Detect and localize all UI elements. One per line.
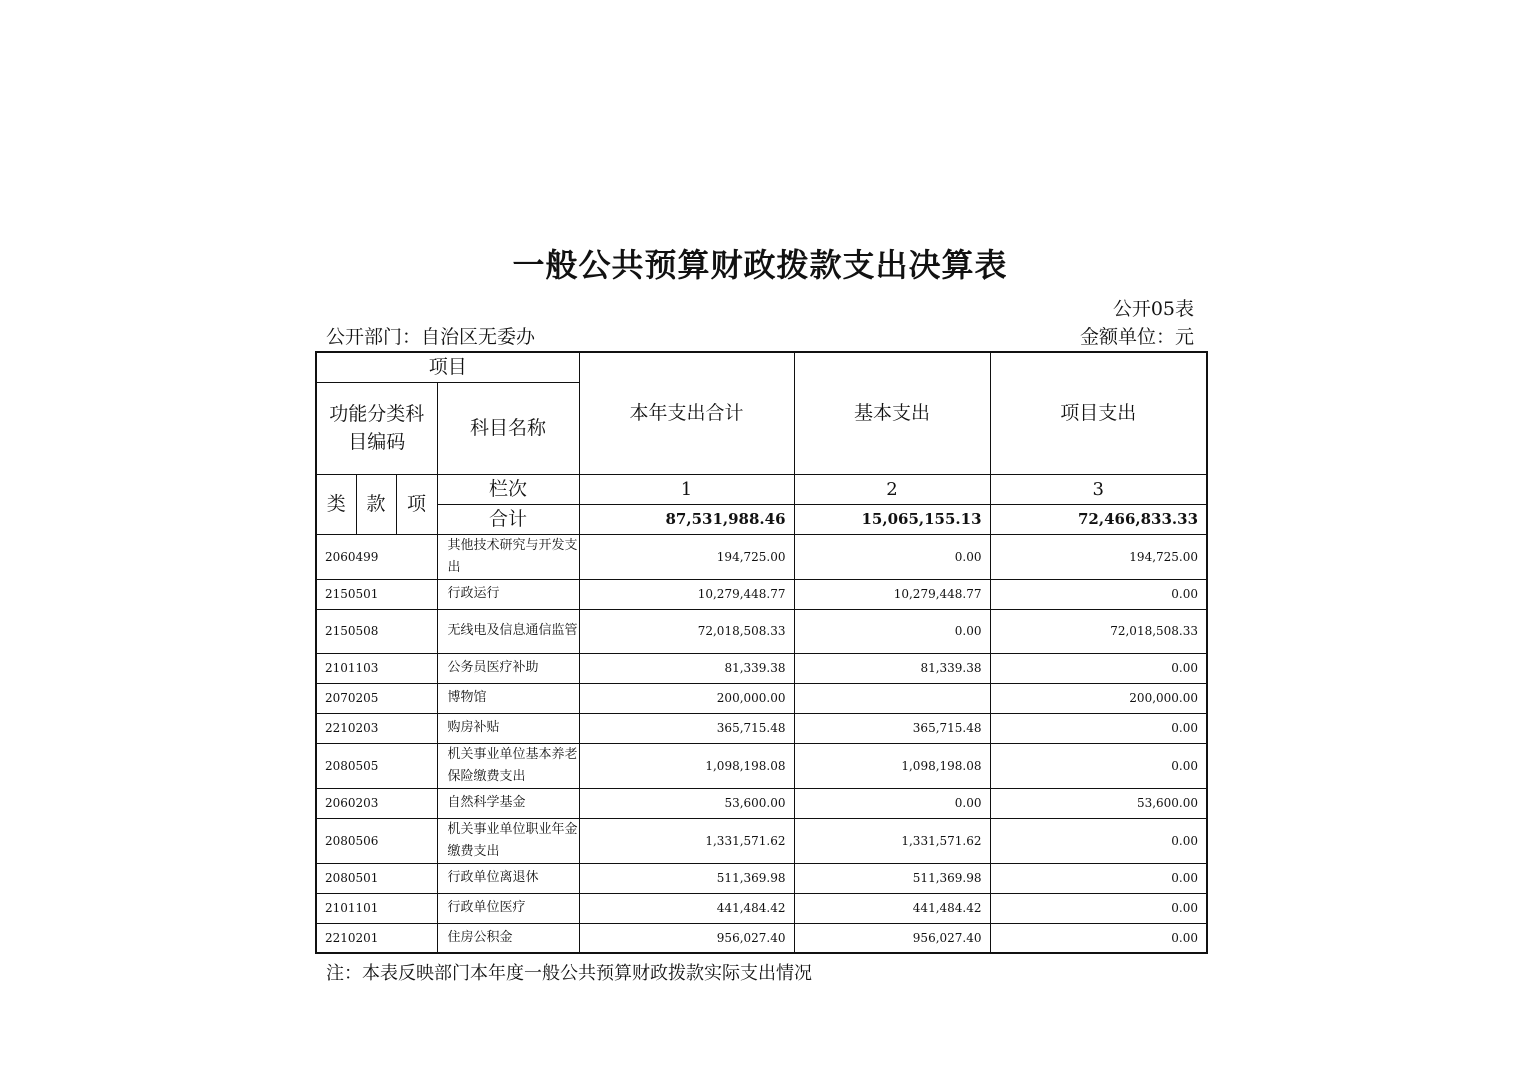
table-row <box>316 788 1207 818</box>
header-func-code: 功能分类科目编码 <box>316 382 437 474</box>
row-total: 200,000.00 <box>579 683 794 713</box>
row-code: 2150508 <box>316 609 437 653</box>
row-code: 2150501 <box>316 579 437 609</box>
row-name: 行政运行 <box>437 579 579 609</box>
row-total: 10,279,448.77 <box>579 579 794 609</box>
header-col2: 基本支出 <box>794 352 990 474</box>
row-total: 1,331,571.62 <box>579 818 794 863</box>
amount-unit-label: 金额单位：元 <box>1079 326 1194 348</box>
row-basic: 956,027.40 <box>794 923 990 953</box>
page-title: 一般公共预算财政拨款支出决算表 <box>512 246 1008 284</box>
row-total: 956,027.40 <box>579 923 794 953</box>
row-total: 1,098,198.08 <box>579 743 794 788</box>
row-total: 441,484.42 <box>579 893 794 923</box>
row-name: 机关事业单位职业年金缴费支出 <box>437 818 579 863</box>
row-name: 住房公积金 <box>437 923 579 953</box>
row-project: 0.00 <box>990 743 1207 788</box>
row-project: 53,600.00 <box>990 788 1207 818</box>
header-col1: 本年支出合计 <box>579 352 794 474</box>
row-code: 2101101 <box>316 893 437 923</box>
header-col3: 项目支出 <box>990 352 1207 474</box>
row-total: 365,715.48 <box>579 713 794 743</box>
row-project: 72,018,508.33 <box>990 609 1207 653</box>
row-name: 其他技术研究与开发支出 <box>437 534 579 579</box>
header-n2: 2 <box>794 474 990 504</box>
row-project: 0.00 <box>990 923 1207 953</box>
row-code: 2080501 <box>316 863 437 893</box>
row-basic: 81,339.38 <box>794 653 990 683</box>
row-code: 2101103 <box>316 653 437 683</box>
row-code: 2210201 <box>316 923 437 953</box>
table-row <box>316 863 1207 893</box>
header-n1: 1 <box>579 474 794 504</box>
row-total: 81,339.38 <box>579 653 794 683</box>
row-project: 0.00 <box>990 863 1207 893</box>
total-col3: 72,466,833.33 <box>990 504 1207 534</box>
row-basic: 0.00 <box>794 788 990 818</box>
row-project: 0.00 <box>990 893 1207 923</box>
row-basic: 10,279,448.77 <box>794 579 990 609</box>
row-code: 2080505 <box>316 743 437 788</box>
header-lanci: 栏次 <box>437 474 579 504</box>
row-project: 0.00 <box>990 579 1207 609</box>
table-row <box>316 534 1207 579</box>
row-project: 0.00 <box>990 653 1207 683</box>
row-code: 2060499 <box>316 534 437 579</box>
table-row <box>316 683 1207 713</box>
row-total: 194,725.00 <box>579 534 794 579</box>
table-row <box>316 893 1207 923</box>
header-subject-name: 科目名称 <box>437 382 579 474</box>
department-label: 公开部门：自治区无委办 <box>326 326 536 348</box>
row-project: 200,000.00 <box>990 683 1207 713</box>
row-basic: 1,331,571.62 <box>794 818 990 863</box>
row-basic: 511,369.98 <box>794 863 990 893</box>
row-code: 2080506 <box>316 818 437 863</box>
table-row <box>316 818 1207 863</box>
table-number: 公开05表 <box>1112 298 1194 320</box>
header-xiang: 项 <box>396 474 437 534</box>
row-name: 行政单位医疗 <box>437 893 579 923</box>
footnote: 注：本表反映部门本年度一般公共预算财政拨款实际支出情况 <box>326 963 812 984</box>
row-basic: 441,484.42 <box>794 893 990 923</box>
row-project: 194,725.00 <box>990 534 1207 579</box>
table-row <box>316 609 1207 653</box>
total-col1: 87,531,988.46 <box>579 504 794 534</box>
table-row <box>316 713 1207 743</box>
row-basic: 0.00 <box>794 609 990 653</box>
row-total: 511,369.98 <box>579 863 794 893</box>
row-code: 2070205 <box>316 683 437 713</box>
table-row <box>316 743 1207 788</box>
total-label: 合计 <box>437 504 579 534</box>
row-name: 博物馆 <box>437 683 579 713</box>
table-row <box>316 579 1207 609</box>
row-name: 无线电及信息通信监管 <box>437 609 579 653</box>
expenditure-table <box>315 351 1208 954</box>
row-basic: 1,098,198.08 <box>794 743 990 788</box>
row-project: 0.00 <box>990 818 1207 863</box>
row-name: 公务员医疗补助 <box>437 653 579 683</box>
row-basic: 365,715.48 <box>794 713 990 743</box>
row-code: 2210203 <box>316 713 437 743</box>
row-basic <box>794 683 990 713</box>
row-code: 2060203 <box>316 788 437 818</box>
row-name: 行政单位离退休 <box>437 863 579 893</box>
header-kuan: 款 <box>356 474 396 534</box>
table-row <box>316 923 1207 953</box>
header-lei: 类 <box>316 474 356 534</box>
row-name: 购房补贴 <box>437 713 579 743</box>
row-total: 72,018,508.33 <box>579 609 794 653</box>
header-item: 项目 <box>316 352 579 382</box>
header-n3: 3 <box>990 474 1207 504</box>
row-name: 自然科学基金 <box>437 788 579 818</box>
table-row <box>316 653 1207 683</box>
total-col2: 15,065,155.13 <box>794 504 990 534</box>
row-total: 53,600.00 <box>579 788 794 818</box>
row-basic: 0.00 <box>794 534 990 579</box>
row-project: 0.00 <box>990 713 1207 743</box>
row-name: 机关事业单位基本养老保险缴费支出 <box>437 743 579 788</box>
